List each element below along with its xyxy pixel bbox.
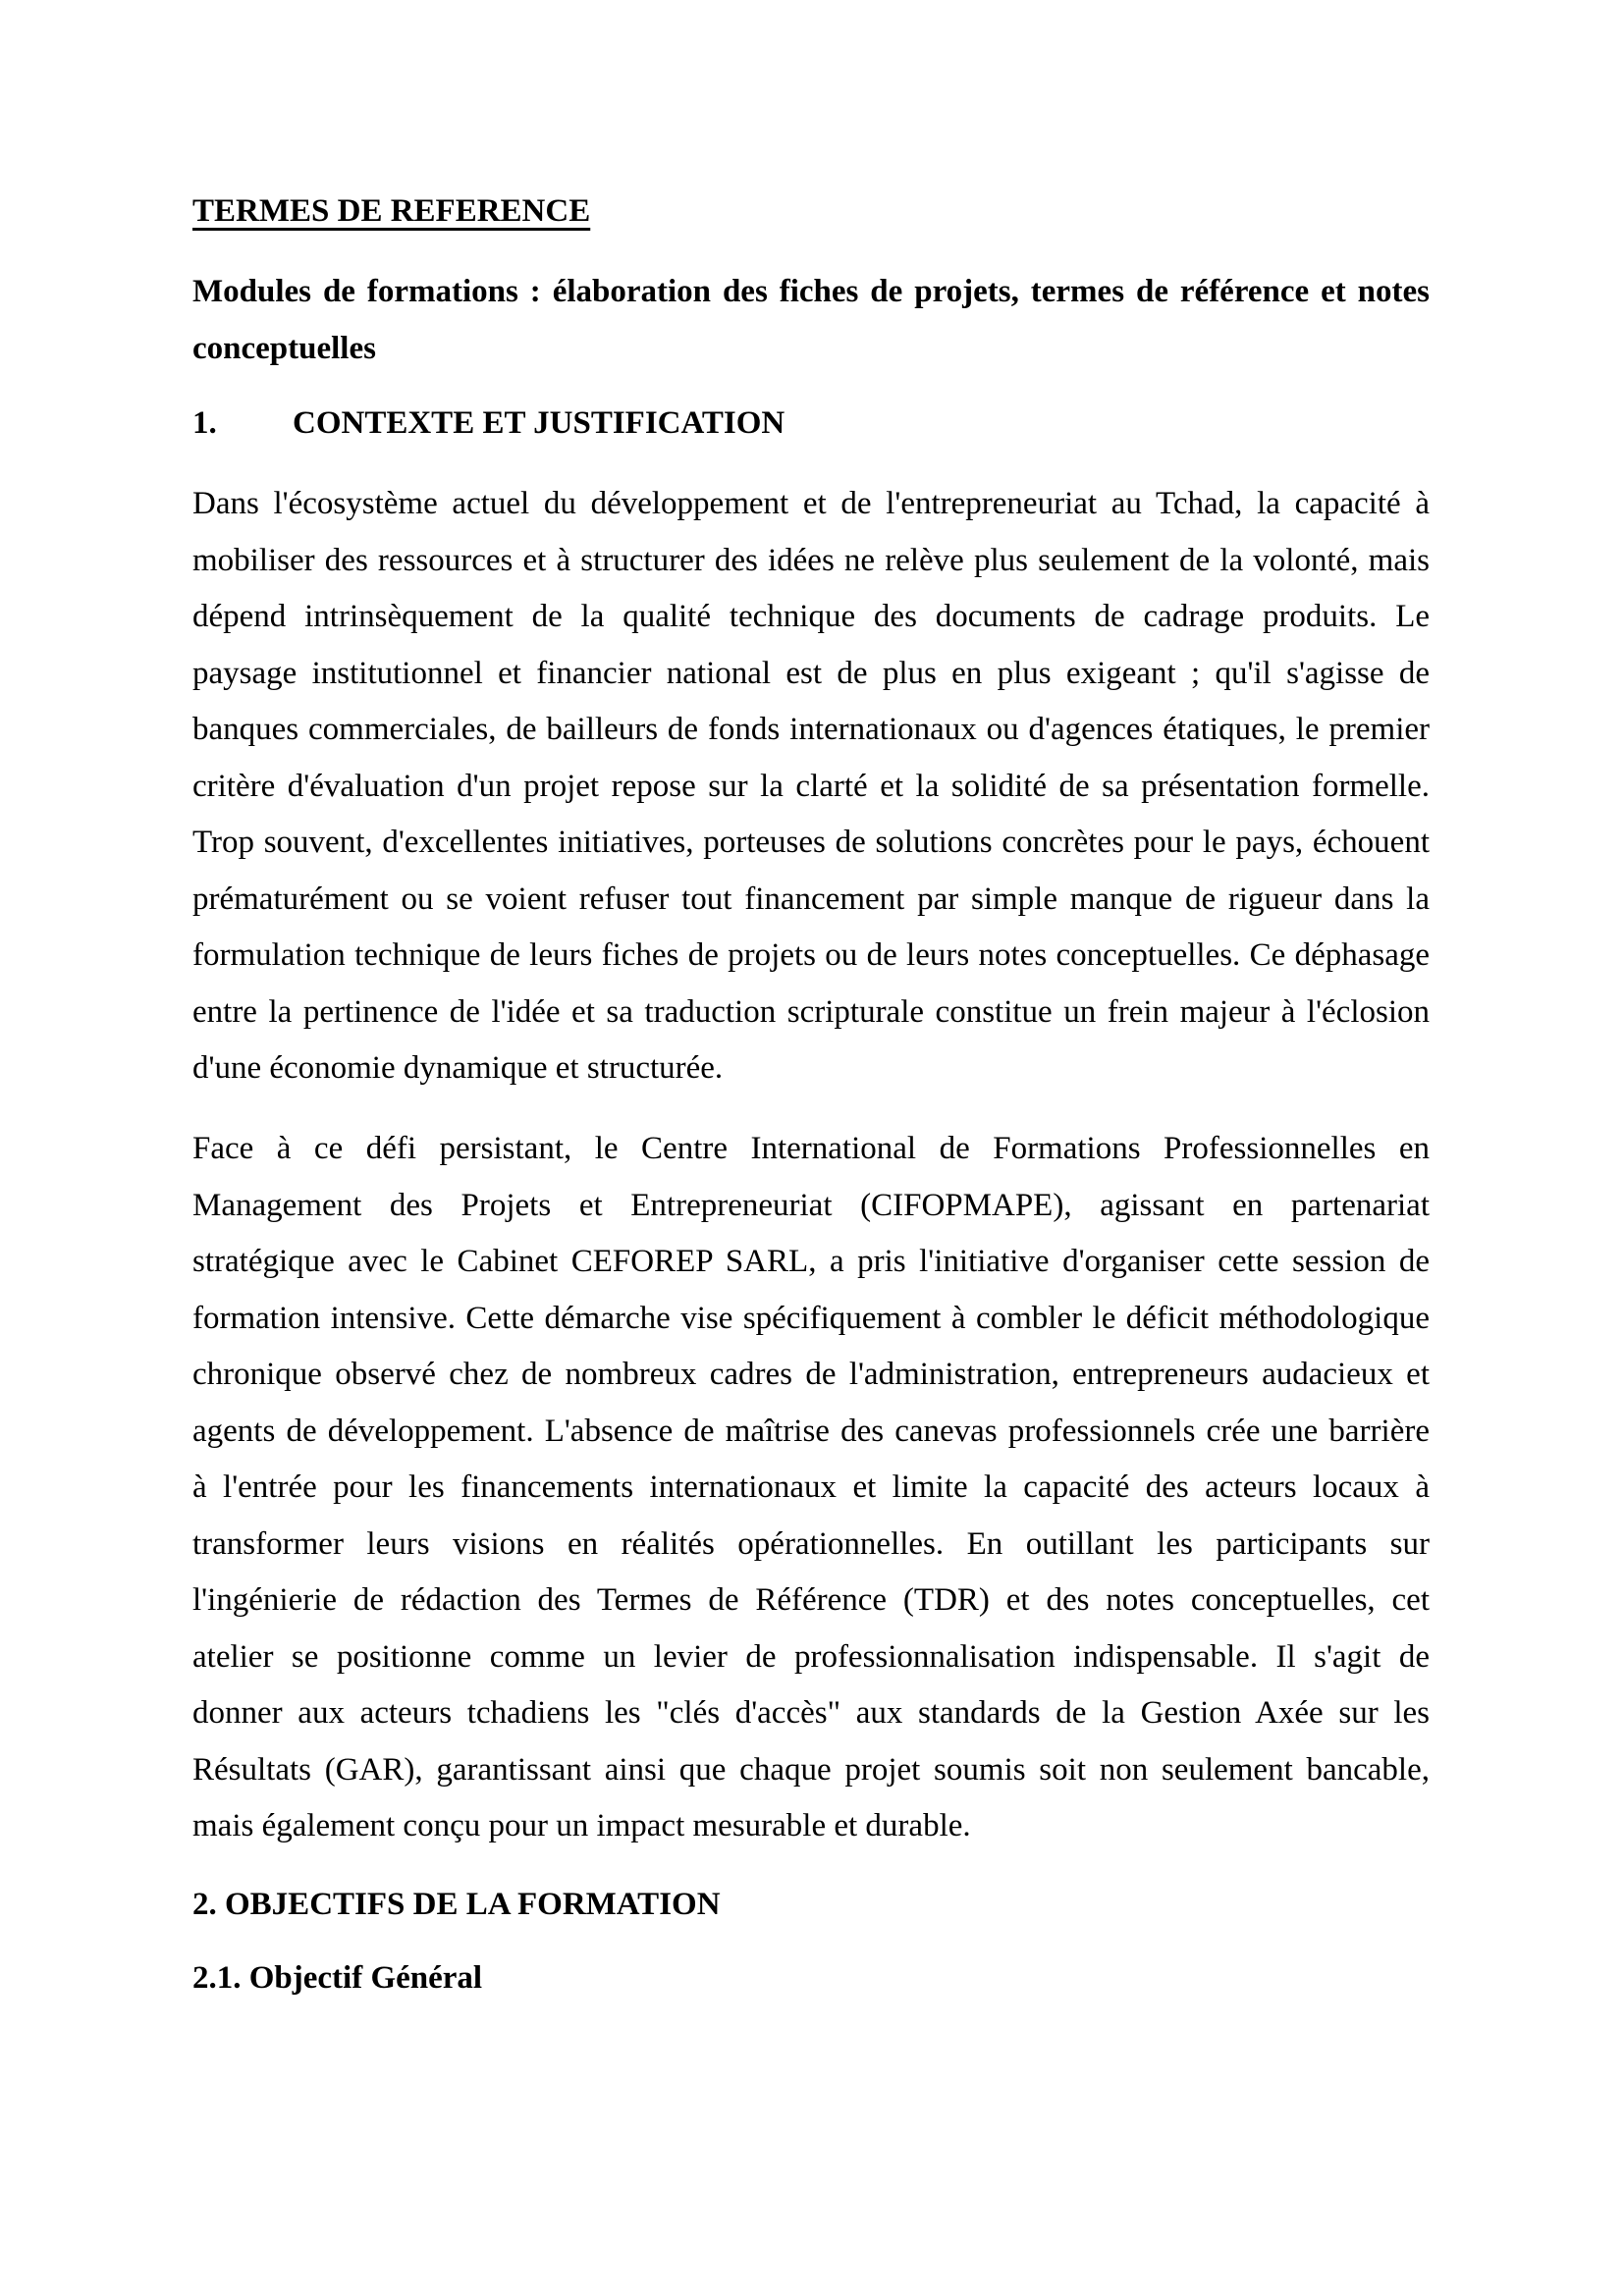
text-line: paysage institutionnel et financier national est de plus en plus exigeant ; qu'il s'agisse de [192, 655, 1430, 691]
text-line: conceptuelles [192, 330, 376, 366]
text-line: chronique observé chez de nombreux cadres de l'administration, entrepreneurs audacieux et [192, 1357, 1430, 1392]
text-line: à l'entrée pour les financements internationaux et limite la capacité des acteurs locaux à [192, 1469, 1430, 1505]
text-line: prématurément ou se voient refuser tout financement par simple manque de rigueur dans la [192, 881, 1430, 917]
text-line: entre la pertinence de l'idée et sa traduction scripturale constitue un frein majeur à l'éclosion [192, 993, 1430, 1030]
text-line: banques commerciales, de bailleurs de fonds internationaux ou d'agences étatiques, le premier [192, 712, 1430, 747]
section-heading-2: 2. OBJECTIFS DE LA FORMATION [192, 1887, 721, 1922]
text-line: transformer leurs visions en réalités opérationnelles. En outillant les participants sur [192, 1525, 1430, 1562]
body-paragraph-2 [192, 1121, 1430, 1855]
text-line: donner aux acteurs tchadiens les "clés d'accès" aux standards de la Gestion Axée sur les [192, 1695, 1430, 1731]
text-line: Résultats (GAR), garantissant ainsi que chaque projet soumis soit non seulement bancable, [192, 1751, 1430, 1788]
text-line: Dans l'écosystème actuel du développement et de l'entrepreneuriat au Tchad, la capacité à [192, 486, 1430, 521]
text-line: d'une économie dynamique et structurée. [192, 1050, 724, 1086]
heading-text: CONTEXTE ET JUSTIFICATION [293, 405, 785, 441]
heading-number: 1. [192, 405, 217, 441]
section-heading-2-1: 2.1. Objectif Général [192, 1960, 483, 1996]
text-line: l'ingénierie de rédaction des Termes de Référence (TDR) et des notes conceptuelles, cet [192, 1582, 1430, 1618]
text-line: Trop souvent, d'excellentes initiatives, porteuses de solutions concrètes pour le pays, échouent [192, 825, 1430, 860]
text-line: stratégique avec le Cabinet CEFOREP SARL, a pris l'initiative d'organiser cette session de [192, 1244, 1430, 1279]
text-line: Modules de formations : élaboration des fiches de projets, termes de référence et notes [192, 274, 1430, 309]
section-heading-1 [192, 396, 1430, 453]
document-subtitle [192, 264, 1430, 377]
document-content [192, 264, 1430, 2007]
body-paragraph-1 [192, 476, 1430, 1097]
document-title [192, 184, 1430, 240]
text-line: Management des Projets et Entrepreneuriat (CIFOPMAPE), agissant en partenariat [192, 1187, 1430, 1223]
document-title-text: TERMES DE REFERENCE [192, 193, 591, 229]
text-line: formation intensive. Cette démarche vise spécifiquement à combler le déficit méthodologique [192, 1300, 1430, 1336]
text-line: mais également conçu pour un impact mesurable et durable. [192, 1808, 971, 1843]
text-line: atelier se positionne comme un levier de professionnalisation indispensable. Il s'agit de [192, 1638, 1430, 1675]
text-line: formulation technique de leurs fiches de projets ou de leurs notes conceptuelles. Ce déphasage [192, 937, 1430, 973]
text-line: dépend intrinsèquement de la qualité technique des documents de cadrage produits. Le [192, 599, 1430, 634]
text-line: agents de développement. L'absence de maîtrise des canevas professionnels crée une barrière [192, 1413, 1430, 1449]
text-line: Face à ce défi persistant, le Centre International de Formations Professionnelles en [192, 1131, 1430, 1166]
text-line: critère d'évaluation d'un projet repose sur la clarté et la solidité de sa présentation formelle. [192, 768, 1430, 804]
text-line: mobiliser des ressources et à structurer des idées ne relève plus seulement de la volonté, mais [192, 542, 1430, 578]
